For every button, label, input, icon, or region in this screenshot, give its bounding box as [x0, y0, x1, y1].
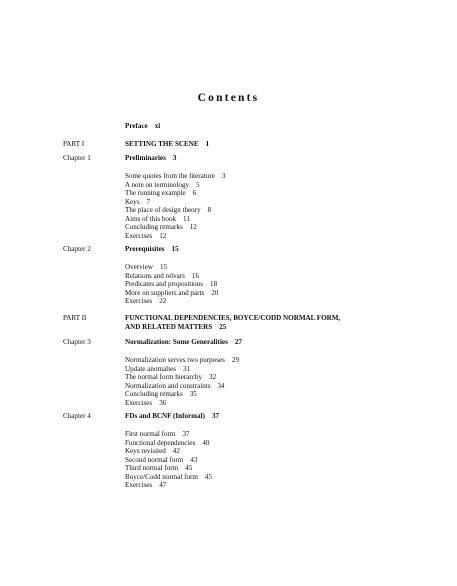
page-number: 25 — [219, 322, 227, 331]
page-number: 12 — [159, 231, 167, 240]
toc-section: The place of design theory 8 — [125, 206, 212, 214]
page-number: 42 — [172, 447, 180, 455]
page-number: 15 — [159, 263, 168, 271]
chapter-label: Chapter 1 — [63, 154, 91, 162]
page-number: 45 — [185, 464, 193, 472]
part-label: PART II — [63, 314, 87, 322]
toc-section: Boyce/Codd normal form 45 — [125, 472, 212, 481]
toc-section: A note on terminology 5 — [125, 180, 200, 189]
toc-section: Predicates and propositions 18 — [125, 280, 218, 288]
page-number: 36 — [159, 398, 167, 407]
chapter-title: Prerequisites 15 — [125, 245, 179, 253]
chapter-label: Chapter 4 — [63, 412, 91, 420]
toc-section: Third normal form 45 — [125, 464, 193, 472]
toc-section: Update anomalies 31 — [125, 364, 191, 373]
page-number: 7 — [146, 197, 151, 206]
chapter-title: Preliminaries 3 — [125, 154, 177, 162]
toc-section: The normal form hierarchy 32 — [125, 373, 217, 381]
page-number: 11 — [183, 214, 190, 223]
page-number: 47 — [159, 481, 167, 489]
page-number: 1 — [205, 140, 210, 148]
page-number: 3 — [172, 154, 177, 162]
page-number: 29 — [231, 356, 239, 364]
page-number: 5 — [196, 180, 200, 189]
toc-section: More on suppliers and parts 20 — [125, 288, 219, 297]
page-heading: Contents — [197, 92, 260, 104]
page-number: 35 — [189, 390, 197, 398]
toc-section: Keys 7 — [125, 197, 151, 206]
page-number: 37 — [182, 430, 190, 438]
toc-section: Keys revisited 42 — [125, 447, 180, 455]
page-number: 32 — [209, 373, 217, 381]
page-number: xi — [154, 122, 161, 130]
page-number: 8 — [207, 206, 212, 214]
page-number: 31 — [183, 364, 191, 373]
toc-section: Aims of this book 11 — [125, 214, 190, 223]
toc-section: The running example 6 — [125, 189, 197, 197]
page-number: 45 — [204, 472, 212, 481]
part-title: FUNCTIONAL DEPENDENCIES, BOYCE/CODD NORMAL FORM, AND RELATED MATTERS 25 — [125, 314, 341, 331]
page-number: 16 — [191, 271, 199, 280]
chapter-label: Chapter 3 — [63, 338, 91, 346]
toc-section: Some quotes from the literature 3 — [125, 172, 226, 180]
toc-section: Normalization serves two purposes 29 — [125, 356, 239, 364]
page-number: 27 — [234, 338, 242, 346]
chapter-title: FDs and BCNF (Informal) 37 — [125, 412, 220, 420]
page-number: 3 — [221, 172, 226, 180]
page-number: 20 — [211, 288, 219, 297]
toc-section: Normalization and constraints 34 — [125, 381, 225, 390]
toc-section: Exercises 22 — [125, 297, 167, 305]
page-number: 15 — [171, 245, 179, 253]
toc-section: Exercises 47 — [125, 481, 167, 489]
toc-section: Second normal form 43 — [125, 455, 198, 464]
page-number: 34 — [217, 381, 225, 390]
toc-section: Overview 15 — [125, 263, 168, 271]
toc-section: Exercises 36 — [125, 398, 167, 407]
page-number: 18 — [210, 280, 218, 288]
page-number: 12 — [189, 223, 197, 231]
page-number: 37 — [211, 412, 220, 420]
chapter-label: Chapter 2 — [63, 245, 91, 253]
part-label: PART I — [63, 140, 85, 148]
page-number: 6 — [192, 189, 197, 197]
toc-section: First normal form 37 — [125, 430, 190, 438]
toc-section: Concluding remarks 12 — [125, 223, 197, 231]
page-number: 43 — [190, 455, 198, 464]
page-number: 40 — [202, 438, 210, 447]
toc-section: Functional dependencies 40 — [125, 438, 210, 447]
toc-section: Concluding remarks 35 — [125, 390, 197, 398]
part-title: SETTING THE SCENE 1 — [125, 140, 210, 148]
entry-title: Preface xi — [125, 122, 161, 130]
toc-section: Relations and relvars 16 — [125, 271, 199, 280]
toc-section: Exercises 12 — [125, 231, 167, 240]
page-number: 22 — [159, 297, 167, 305]
chapter-title: Normalization: Some Generalities 27 — [125, 338, 242, 346]
